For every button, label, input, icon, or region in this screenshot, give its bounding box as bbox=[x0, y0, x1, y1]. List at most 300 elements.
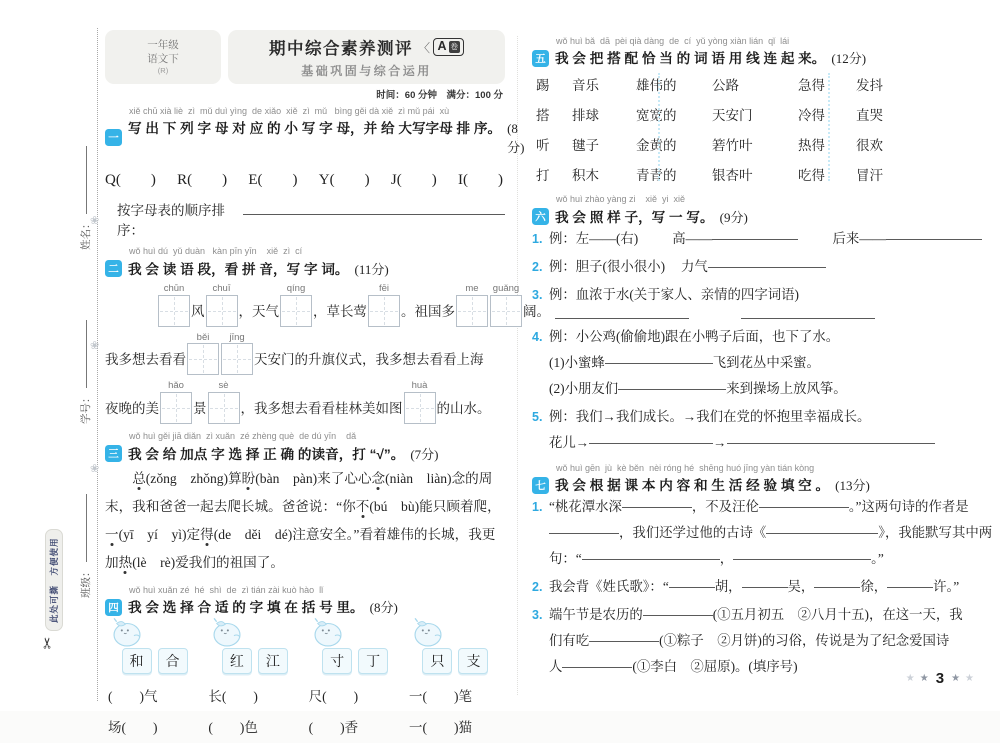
item-lines bbox=[549, 226, 965, 252]
text-run: 吴， bbox=[787, 579, 815, 595]
letter-fill-item[interactable]: Q( ) bbox=[105, 172, 156, 189]
matching-word[interactable]: 急得 bbox=[798, 78, 825, 94]
pinyin-hint: guǎng bbox=[492, 282, 520, 294]
section-七 bbox=[532, 462, 993, 680]
number-write-line[interactable] bbox=[85, 321, 87, 389]
emphasized-char: 一 bbox=[105, 527, 119, 543]
pinyin-writing-line bbox=[105, 380, 505, 424]
letter-fill-item[interactable]: I( ) bbox=[457, 172, 503, 189]
text-run: (bú bù)能只顾着爬， bbox=[369, 498, 501, 514]
writing-grid-with-pinyin bbox=[208, 380, 240, 424]
fill-bracket-line[interactable]: ( )气 bbox=[108, 689, 158, 705]
item-line bbox=[549, 376, 965, 402]
section-number-badge: 一 bbox=[105, 129, 122, 146]
choice-group bbox=[108, 618, 201, 736]
emphasized-char: 盼 bbox=[241, 470, 256, 486]
matching-word[interactable]: 踢 bbox=[536, 78, 550, 94]
section-stem-line bbox=[105, 258, 505, 278]
answer-blank[interactable] bbox=[618, 376, 726, 390]
fill-bracket-line[interactable]: 一( )笔 bbox=[408, 689, 472, 705]
item-lines bbox=[549, 254, 965, 280]
text-run: 的山水。 bbox=[436, 401, 491, 417]
writing-grid-with-pinyin bbox=[160, 380, 192, 424]
question-item bbox=[532, 324, 965, 402]
matching-word[interactable]: 热得 bbox=[798, 138, 825, 154]
letter-fill-item[interactable]: Y( ) bbox=[318, 172, 370, 189]
edition-line: (R) bbox=[157, 66, 169, 76]
text-run: ，不及汪伦 bbox=[691, 499, 759, 515]
answer-blank[interactable] bbox=[741, 305, 875, 319]
item-line bbox=[549, 350, 965, 376]
order-label: 按字母表的顺序排序： bbox=[117, 203, 225, 239]
answer-blank[interactable] bbox=[886, 226, 982, 240]
flower-icon: ❀ bbox=[90, 340, 100, 352]
grade-line: 一年级 bbox=[147, 38, 179, 51]
matching-word[interactable]: 排球 bbox=[572, 108, 599, 124]
matching-word[interactable]: 积木 bbox=[572, 168, 599, 184]
item-number: 3. bbox=[532, 608, 543, 623]
section-stem-line bbox=[105, 117, 525, 156]
tag-angle-icon: 〈 bbox=[417, 40, 432, 55]
item-line bbox=[549, 324, 965, 350]
text-run: 胡， bbox=[714, 579, 742, 595]
answer-blank[interactable] bbox=[766, 520, 878, 534]
name-label: 姓名： bbox=[80, 218, 92, 250]
section-三 bbox=[105, 431, 505, 577]
text-run: (bàn pàn)来了心心 bbox=[255, 470, 372, 486]
text-run: ，草长莺 bbox=[313, 303, 367, 319]
text-run: 例：小公鸡(偷偷地)跟在小鸭子后面，也下了水。 bbox=[549, 328, 840, 344]
character-tile[interactable]: 丁 bbox=[358, 648, 388, 674]
flower-icon: ❀ bbox=[90, 463, 100, 475]
text-run: 例：左——(右) bbox=[549, 230, 639, 246]
bird-mascot-icon bbox=[108, 618, 146, 648]
writing-grid-with-pinyin bbox=[280, 283, 312, 327]
grade-badge bbox=[105, 30, 221, 84]
choice-group bbox=[409, 618, 502, 736]
writing-grid-with-pinyin bbox=[368, 283, 400, 327]
text-run: ，我们还学过他的古诗《 bbox=[619, 525, 767, 541]
character-tiles bbox=[322, 648, 388, 674]
answer-blank[interactable] bbox=[727, 430, 935, 444]
item-line bbox=[549, 226, 965, 252]
text-run: “桃花潭水深 bbox=[549, 499, 622, 515]
bird-mascot-icon bbox=[409, 618, 447, 648]
pinyin-writing-line bbox=[105, 332, 505, 376]
text-run: 句：“ bbox=[549, 551, 582, 567]
section-pinyin: wǒ huì xuǎn zé hé shì de zì tián zài kuò hào lǐ bbox=[129, 584, 324, 595]
text-run: 例：胆子(很小很小) bbox=[549, 258, 666, 274]
character-tile[interactable]: 江 bbox=[258, 648, 288, 674]
text-run: 。”这两句诗的作者是 bbox=[848, 499, 969, 515]
text-run: 我多想去看看 bbox=[105, 352, 186, 368]
text-run: 风 bbox=[191, 303, 205, 319]
item-line bbox=[549, 628, 965, 654]
star-icon: ★ bbox=[965, 672, 974, 684]
section-stem: 我 会 给 加点 字 选 择 正 确 的读音，打 “√”。 bbox=[128, 446, 405, 462]
question-item bbox=[532, 254, 965, 280]
tianzige-writing-grid[interactable] bbox=[456, 295, 488, 327]
text-run: 们有吃 bbox=[549, 633, 590, 649]
item-number: 4. bbox=[532, 329, 543, 344]
item-line bbox=[549, 494, 969, 520]
character-tile[interactable]: 支 bbox=[458, 648, 488, 674]
text-run: (zǒng zhǒng)算 bbox=[145, 470, 242, 486]
text-run: 后来—— bbox=[832, 230, 886, 246]
pinyin-hint: chūn bbox=[163, 282, 185, 294]
item-number: 1. bbox=[532, 231, 543, 246]
section-pinyin: wǒ huì bǎ dā pèi qià dàng de cí yǔ yòng xiàn lián qǐ lái bbox=[556, 36, 790, 46]
section-stem: 我 会 照 样 子，写 一 写。 bbox=[555, 209, 714, 225]
character-tiles bbox=[122, 648, 188, 674]
matching-word[interactable]: 天安门 bbox=[712, 108, 753, 124]
tianzige-writing-grid[interactable] bbox=[490, 295, 522, 327]
text-run: 徐， bbox=[860, 579, 888, 595]
section-stem: 我 会 选 择 合 适 的 字 填 在 括 号 里。 bbox=[128, 600, 364, 616]
section-number-badge: 三 bbox=[105, 445, 122, 462]
text-run: 例：我们→我们成长。→我们在党的怀抱里幸福成长。 bbox=[549, 408, 871, 424]
answer-blank[interactable] bbox=[589, 430, 713, 444]
matching-word[interactable]: 箬竹叶 bbox=[712, 138, 753, 154]
question-item bbox=[532, 282, 965, 322]
answer-blank[interactable] bbox=[643, 602, 713, 616]
matching-word[interactable]: 直哭 bbox=[856, 108, 883, 124]
matching-row bbox=[536, 134, 965, 154]
paper-header bbox=[105, 30, 505, 84]
section-pinyin: wǒ huì dú yǔ duàn kàn pīn yīn xiě zì cí bbox=[129, 246, 303, 257]
page-footer bbox=[906, 670, 974, 687]
text-run: 我会背《姓氏歌》：“ bbox=[549, 579, 669, 595]
letter-fill-item[interactable]: R( ) bbox=[177, 172, 228, 189]
item-line bbox=[549, 254, 965, 280]
answer-blank[interactable] bbox=[589, 628, 659, 642]
tianzige-writing-grid[interactable] bbox=[158, 295, 190, 327]
tianzige-writing-grid[interactable] bbox=[368, 295, 400, 327]
text-run: 飞到花丛中采蜜。 bbox=[712, 354, 820, 370]
writing-grid-with-pinyin bbox=[456, 283, 488, 327]
bird-mascot-icon bbox=[208, 618, 246, 648]
section-六 bbox=[532, 194, 965, 455]
star-icon: ★ bbox=[919, 672, 929, 684]
answer-blank[interactable] bbox=[669, 574, 715, 588]
matching-word[interactable]: 听 bbox=[536, 138, 550, 154]
section-number-badge: 五 bbox=[532, 50, 549, 67]
matching-word[interactable]: 冷得 bbox=[798, 108, 825, 124]
answer-blank[interactable] bbox=[887, 574, 933, 588]
paper-version-letter: A bbox=[437, 39, 447, 54]
section-stem: 我 会 根 据 课 本 内 容 和 生 活 经 验 填 空 。 bbox=[555, 478, 830, 494]
flower-icon: ❀ bbox=[90, 215, 100, 227]
paper-title: 期中综合素养测评 bbox=[268, 40, 413, 58]
fill-bracket-line[interactable]: ( )色 bbox=[208, 720, 258, 736]
text-run: ， bbox=[719, 551, 734, 567]
answer-blank[interactable] bbox=[814, 574, 860, 588]
matching-word[interactable]: 青青的 bbox=[636, 168, 677, 184]
text-run: 景 bbox=[193, 401, 207, 417]
text-run: 》，我能默写其中两 bbox=[878, 525, 993, 541]
star-icon: ★ bbox=[905, 672, 915, 684]
question-item bbox=[532, 404, 965, 456]
text-run: (niàn liàn)念的周末，我和爸爸一起去爬长城。爸爸说：“你 bbox=[105, 470, 493, 514]
character-tile[interactable]: 合 bbox=[158, 648, 188, 674]
tianzige-writing-grid[interactable] bbox=[208, 392, 240, 424]
text-run: 许。” bbox=[933, 579, 960, 595]
matching-grid bbox=[532, 74, 965, 184]
item-number: 2. bbox=[532, 259, 543, 274]
writing-grid-with-pinyin bbox=[490, 283, 522, 327]
answer-blank[interactable] bbox=[708, 254, 826, 268]
matching-row bbox=[536, 74, 965, 94]
item-lines bbox=[549, 494, 993, 572]
item-line bbox=[549, 430, 965, 456]
section-stem: 写 出 下 列 字 母 对 应 的 小 写 字 母，并 给 大写字母 排 序。 bbox=[128, 121, 502, 137]
star-icon: ★ bbox=[951, 672, 961, 684]
text-run: 力气 bbox=[681, 258, 708, 274]
matching-separator bbox=[658, 73, 660, 181]
section-score: (13分) bbox=[835, 478, 870, 494]
answer-blank[interactable] bbox=[562, 654, 632, 668]
class-write-line[interactable] bbox=[85, 495, 87, 563]
text-run: 人 bbox=[549, 659, 563, 675]
matching-word[interactable]: 搭 bbox=[536, 108, 550, 124]
fill-bracket-line[interactable]: ( )香 bbox=[308, 720, 359, 736]
text-run: 高—— bbox=[672, 230, 713, 246]
section-stem-line bbox=[532, 206, 965, 226]
pinyin-hint: chuī bbox=[212, 282, 231, 294]
section-五 bbox=[532, 36, 965, 184]
item-line bbox=[549, 308, 965, 322]
matching-word[interactable]: 金黄的 bbox=[636, 138, 677, 154]
item-lines bbox=[549, 602, 965, 680]
answer-blank[interactable] bbox=[549, 520, 619, 534]
section-number-badge: 二 bbox=[105, 260, 122, 277]
answer-blank[interactable] bbox=[742, 574, 788, 588]
character-tile[interactable]: 只 bbox=[422, 648, 452, 674]
text-run: ，我多想去看看桂林美如图 bbox=[240, 401, 403, 417]
item-line bbox=[549, 520, 993, 546]
text-run: 夜晚的美 bbox=[105, 401, 159, 417]
writing-grid-with-pinyin bbox=[221, 332, 253, 376]
pinyin-hint: sè bbox=[218, 380, 229, 392]
character-tile[interactable]: 寸 bbox=[322, 648, 352, 674]
pinyin-hint: jīng bbox=[229, 331, 245, 343]
text-run: 天安门的升旗仪式，我多想去看看上海 bbox=[254, 352, 484, 368]
question-item bbox=[532, 602, 965, 680]
name-write-line[interactable] bbox=[85, 147, 87, 215]
fill-bracket-line[interactable]: 场( ) bbox=[108, 720, 158, 736]
matching-word[interactable]: 银杏叶 bbox=[712, 168, 753, 184]
letter-fill-item[interactable]: E( ) bbox=[248, 172, 298, 189]
text-run: 来到操场上放风筝。 bbox=[726, 380, 847, 396]
writing-grid-with-pinyin bbox=[206, 283, 238, 327]
class-label: 班级： bbox=[80, 566, 92, 598]
item-number: 1. bbox=[532, 500, 543, 515]
student-number-field bbox=[78, 321, 93, 425]
question-item bbox=[532, 494, 993, 572]
answer-blank[interactable] bbox=[622, 494, 692, 508]
tianzige-writing-grid[interactable] bbox=[404, 392, 436, 424]
item-lines bbox=[549, 404, 965, 456]
answer-blank[interactable] bbox=[759, 494, 849, 508]
section-score: (12分) bbox=[831, 51, 867, 67]
matching-word[interactable]: 毽子 bbox=[572, 138, 599, 154]
pinyin-hint: běi bbox=[196, 331, 210, 343]
pinyin-writing-line bbox=[105, 282, 550, 327]
text-run: (①粽子 ②月饼)的习俗，传说是为了纪念爱国诗 bbox=[659, 633, 950, 649]
section-pinyin: xiě chū xià liè zì mǔ duì yìng de xiǎo xiě zì mǔ bìng gěi dà xiě zì mǔ pái xù bbox=[129, 106, 450, 116]
scissors-icon: ✂ bbox=[39, 636, 57, 650]
text-run: (lè rè)爱我们的祖国了。 bbox=[132, 555, 284, 571]
emphasized-char: 念 bbox=[371, 470, 386, 486]
matching-word[interactable]: 冒汗 bbox=[856, 168, 883, 184]
section-pinyin: wǒ huì gěi jiā diǎn zì xuǎn zé zhèng què de dú yīn dǎ bbox=[129, 431, 357, 442]
tianzige-writing-grid[interactable] bbox=[187, 343, 219, 375]
text-run: 花儿→ bbox=[549, 434, 590, 450]
fill-bracket-line[interactable]: 长( ) bbox=[208, 689, 258, 705]
text-run: (yī yí yì)定 bbox=[118, 527, 201, 543]
section-stem-line bbox=[532, 474, 965, 494]
matching-word[interactable]: 吃得 bbox=[798, 168, 825, 184]
tear-here-tag: 此处可撕 方便使用 bbox=[45, 529, 63, 631]
answer-blank[interactable] bbox=[582, 546, 720, 560]
subject-line: 语文下 bbox=[147, 52, 179, 65]
text-run: (①五月初五 ②八月十五)，在这一天，我 bbox=[712, 607, 963, 623]
matching-word[interactable]: 音乐 bbox=[572, 78, 599, 94]
text-run: → bbox=[713, 434, 727, 450]
item-line bbox=[549, 404, 965, 430]
character-tiles bbox=[222, 648, 288, 674]
section-stem: 我 会 把 搭 配 恰 当 的 词 语 用 线 连 起 来。 bbox=[555, 51, 826, 67]
section-stem: 我 会 读 语 段，看 拼 音，写 字 词。 bbox=[128, 261, 349, 277]
writing-grid-with-pinyin bbox=[187, 332, 219, 376]
item-line bbox=[549, 654, 965, 680]
text-run: (①李白 ②屈原)。(填序号) bbox=[632, 659, 798, 675]
text-run: 。祖国多 bbox=[401, 303, 455, 319]
section-number-badge: 六 bbox=[532, 208, 549, 225]
character-tile[interactable]: 和 bbox=[122, 648, 152, 674]
item-lines bbox=[549, 282, 965, 322]
tear-dotted-line bbox=[97, 28, 98, 701]
item-lines bbox=[549, 324, 965, 402]
matching-row bbox=[536, 164, 965, 184]
matching-word[interactable]: 雄伟的 bbox=[636, 78, 677, 94]
text-run: 例：血浓于水(关于家人、亲情的四字词语) bbox=[549, 286, 799, 302]
tianzige-writing-grid[interactable] bbox=[280, 295, 312, 327]
matching-word[interactable]: 很欢 bbox=[856, 138, 883, 154]
left-column bbox=[105, 30, 550, 743]
page-number: 3 bbox=[935, 670, 945, 687]
item-number: 2. bbox=[532, 580, 543, 595]
writing-grid-with-pinyin bbox=[404, 380, 436, 424]
answer-blank[interactable] bbox=[733, 546, 871, 560]
answer-blank[interactable] bbox=[555, 305, 689, 319]
section-stem-line bbox=[105, 443, 505, 463]
question-item bbox=[532, 574, 965, 600]
section-一 bbox=[105, 106, 525, 239]
pinyin-hint: fēi bbox=[378, 282, 390, 294]
section-pinyin: wǒ huì gēn jù kè běn nèi róng hé shēng huó jīng yàn tián kòng bbox=[556, 462, 815, 473]
bird-mascot-icon bbox=[309, 618, 347, 648]
text-run: (de děi dé)注意安全。”看着雄伟的长城，我更加 bbox=[105, 527, 496, 571]
right-column bbox=[532, 36, 993, 687]
character-tiles bbox=[422, 648, 488, 674]
pinyin-hint: qíng bbox=[286, 282, 306, 294]
item-number: 3. bbox=[532, 287, 543, 302]
item-line bbox=[549, 602, 965, 628]
section-stem-line bbox=[532, 47, 965, 67]
text-run: 阔。 bbox=[523, 303, 550, 319]
student-class-field bbox=[78, 495, 93, 599]
section-pinyin: wǒ huì zhào yàng zi xiě yi xiě bbox=[556, 194, 686, 205]
choice-group bbox=[309, 618, 402, 736]
answer-blank[interactable] bbox=[243, 201, 505, 215]
question-item bbox=[532, 226, 965, 252]
answer-blank[interactable] bbox=[712, 226, 798, 240]
student-name-field bbox=[78, 147, 93, 251]
text-run: (2)小朋友们 bbox=[549, 380, 619, 396]
section-score: (11分) bbox=[354, 261, 389, 277]
item-number: 5. bbox=[532, 409, 543, 424]
matching-word[interactable]: 发抖 bbox=[856, 78, 883, 94]
title-box bbox=[228, 30, 505, 84]
text-run: ，天气 bbox=[238, 303, 279, 319]
pronunciation-paragraph bbox=[105, 465, 505, 578]
alphabet-order-line bbox=[117, 199, 505, 239]
matching-separator bbox=[828, 73, 830, 181]
matching-row bbox=[536, 104, 965, 124]
tianzige-writing-grid[interactable] bbox=[160, 392, 192, 424]
paper-a-tag bbox=[433, 38, 464, 56]
tianzige-writing-grid[interactable] bbox=[221, 343, 253, 375]
text-run: 端午节是农历的 bbox=[549, 607, 643, 623]
item-lines bbox=[549, 574, 965, 600]
section-四 bbox=[105, 585, 505, 736]
matching-word[interactable]: 公路 bbox=[712, 78, 739, 94]
writing-grid-with-pinyin bbox=[158, 283, 190, 327]
fill-bracket-line[interactable]: 尺( ) bbox=[308, 689, 359, 705]
tianzige-writing-grid[interactable] bbox=[206, 295, 238, 327]
pinyin-hint: huà bbox=[411, 380, 428, 392]
uppercase-letters-row bbox=[105, 168, 503, 189]
emphasized-char: 总 bbox=[132, 470, 146, 486]
choice-group bbox=[208, 618, 301, 736]
emphasized-char: 不 bbox=[355, 498, 370, 514]
matching-word[interactable]: 宽宽的 bbox=[636, 108, 677, 124]
section-number-badge: 七 bbox=[532, 477, 549, 494]
number-label: 学号： bbox=[80, 392, 92, 424]
item-line bbox=[549, 574, 965, 600]
pinyin-hint: hǎo bbox=[168, 380, 184, 392]
section-score: (7分) bbox=[410, 446, 439, 462]
pinyin-hint: me bbox=[465, 282, 479, 294]
section-score: (9分) bbox=[719, 209, 748, 225]
paper-subtitle: 基础巩固与综合运用 bbox=[301, 64, 432, 78]
character-tile[interactable]: 红 bbox=[222, 648, 252, 674]
text-run: 。” bbox=[871, 551, 884, 567]
section-score: (8分) bbox=[369, 600, 398, 616]
time-score-meta: 时间：60 分钟 满分：100 分 bbox=[376, 90, 503, 101]
letter-fill-item[interactable]: J( ) bbox=[390, 172, 437, 189]
paper-version-chip: 卷 bbox=[450, 42, 459, 52]
fill-bracket-line[interactable]: 一( )猫 bbox=[408, 720, 472, 736]
emphasized-char: 热 bbox=[118, 555, 133, 571]
emphasized-char: 得 bbox=[200, 527, 214, 543]
section-number-badge: 四 bbox=[105, 599, 122, 616]
section-stem-line bbox=[105, 596, 505, 616]
answer-blank[interactable] bbox=[605, 350, 713, 364]
matching-word[interactable]: 打 bbox=[536, 168, 550, 184]
section-二 bbox=[105, 246, 550, 424]
